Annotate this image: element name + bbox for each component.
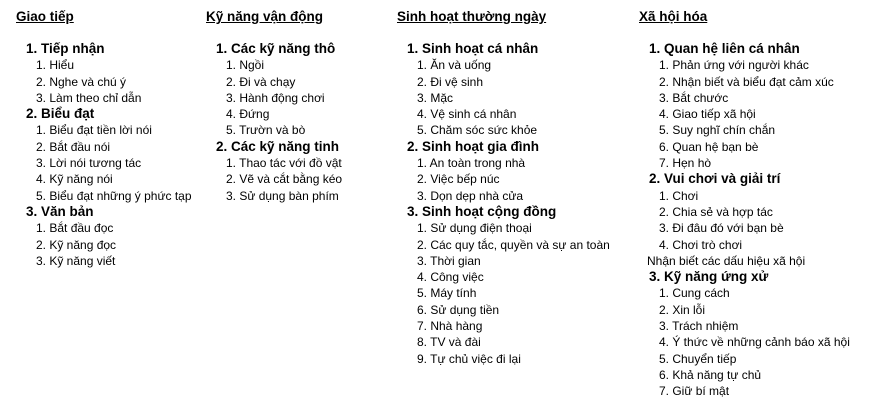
list-item: 1. Ngồi xyxy=(226,58,265,73)
list-item: 1. Bắt đầu đọc xyxy=(36,221,114,236)
list-item: 5. Chuyển tiếp xyxy=(659,351,737,366)
list-item: 7. Hẹn hò xyxy=(659,156,712,171)
list-item: 1. An toàn trong nhà xyxy=(417,156,526,171)
list-item: 2. Nghe và chú ý xyxy=(36,74,127,89)
section-title: 2. Sinh hoạt gia đình xyxy=(407,138,540,154)
section-title: 3. Văn bản xyxy=(26,203,94,219)
list-item: 2. Việc bếp núc xyxy=(417,172,500,187)
list-item: 5. Biểu đạt những ý phức tạp xyxy=(36,188,192,203)
section-title: 3. Sinh hoạt cộng đồng xyxy=(407,203,557,219)
list-item: 1. Ăn và uống xyxy=(417,58,492,73)
list-item: 4. Đứng xyxy=(226,107,270,122)
column-xa-hoi-hoa xyxy=(639,7,850,400)
list-item: 3. Làm theo chỉ dẫn xyxy=(36,90,142,105)
list-item: 2. Bắt đầu nói xyxy=(36,139,111,154)
list-item: 1. Cung cách xyxy=(659,286,730,301)
column-heading: Giao tiếp xyxy=(16,9,74,24)
list-item: 2. Nhận biết và biểu đạt cảm xúc xyxy=(659,74,834,89)
list-item: 6. Sử dụng tiền xyxy=(417,302,500,317)
list-item: 9. Tự chủ việc đi lại xyxy=(417,351,521,366)
list-item: 3. Sử dụng bàn phím xyxy=(226,188,339,203)
list-item: 3. Đi đâu đó với bạn bè xyxy=(659,221,784,236)
list-item: 3. Trách nhiệm xyxy=(659,319,739,334)
list-item: 2. Các quy tắc, quyền và sự an toàn xyxy=(417,237,610,252)
list-item: 1. Chơi xyxy=(659,188,699,203)
list-item: 4. Kỹ năng nói xyxy=(36,172,113,187)
section-title: 2. Vui chơi và giải trí xyxy=(649,171,781,187)
list-item: 6. Quan hệ bạn bè xyxy=(659,139,759,154)
list-item: 5. Máy tính xyxy=(417,286,477,301)
section-title: 3. Kỹ năng ứng xử xyxy=(649,269,769,285)
list-item: 1. Sử dụng điện thoại xyxy=(417,221,532,236)
list-item: 7. Giữ bí mật xyxy=(659,384,730,399)
list-item: 3. Thời gian xyxy=(417,253,481,268)
list-item: 4. Giao tiếp xã hội xyxy=(659,107,756,122)
section-title: 1. Tiếp nhận xyxy=(26,41,105,56)
list-item: 5. Chăm sóc sức khỏe xyxy=(417,123,538,138)
section-title: 1. Các kỹ năng thô xyxy=(216,41,336,56)
section-title: 2. Biểu đạt xyxy=(26,106,95,122)
list-item: 2. Đi vệ sinh xyxy=(417,74,484,89)
section-title: 1. Sinh hoạt cá nhân xyxy=(407,41,539,56)
column-sinh-hoat-thuong-ngay xyxy=(397,7,610,367)
column-ky-nang-van-dong xyxy=(206,7,342,204)
list-item: 4. Ý thức về những cảnh báo xã hội xyxy=(659,335,850,350)
list-item: 2. Đi và chạy xyxy=(226,74,296,89)
list-item: 4. Chơi trò chơi xyxy=(659,237,743,252)
list-item: 7. Nhà hàng xyxy=(417,319,483,334)
column-heading: Kỹ năng vận động xyxy=(206,9,324,24)
list-item: 1. Hiểu xyxy=(36,58,75,73)
list-item: 3. Lời nói tương tác xyxy=(36,156,142,171)
section-title: 2. Các kỹ năng tinh xyxy=(216,138,340,154)
list-item: 1. Phản ứng với người khác xyxy=(659,58,809,73)
list-item: 3. Mặc xyxy=(417,90,454,105)
list-item: 2. Xin lỗi xyxy=(659,302,706,317)
list-item: 6. Khả năng tự chủ xyxy=(659,367,762,382)
list-item: 1. Thao tác với đồ vật xyxy=(226,156,342,171)
list-item: 8. TV và đài xyxy=(417,335,481,350)
list-item: 3. Hành động chơi xyxy=(226,90,325,105)
column-giao-tiep xyxy=(16,7,192,269)
list-item: 2. Kỹ năng đọc xyxy=(36,237,117,252)
list-item: 3. Kỹ năng viết xyxy=(36,253,116,268)
column-heading: Xã hội hóa xyxy=(639,9,708,24)
section-title: 1. Quan hệ liên cá nhân xyxy=(649,41,800,56)
list-item: 4. Công việc xyxy=(417,270,484,285)
list-item: 1. Biểu đạt tiền lời nói xyxy=(36,123,152,138)
list-item: 2. Vẽ và cắt bằng kéo xyxy=(226,172,343,187)
list-item: 4. Vệ sinh cá nhân xyxy=(417,107,517,122)
list-item: 2. Chia sẻ và hợp tác xyxy=(659,204,773,219)
list-item: 3. Bắt chước xyxy=(659,90,729,105)
list-note: Nhận biết các dấu hiệu xã hội xyxy=(647,253,806,268)
list-item: 5. Suy nghĩ chín chắn xyxy=(659,123,776,138)
column-heading: Sinh hoạt thường ngày xyxy=(397,9,547,24)
list-item: 3. Dọn dẹp nhà cửa xyxy=(417,188,524,203)
list-item: 5. Trườn và bò xyxy=(226,123,306,138)
